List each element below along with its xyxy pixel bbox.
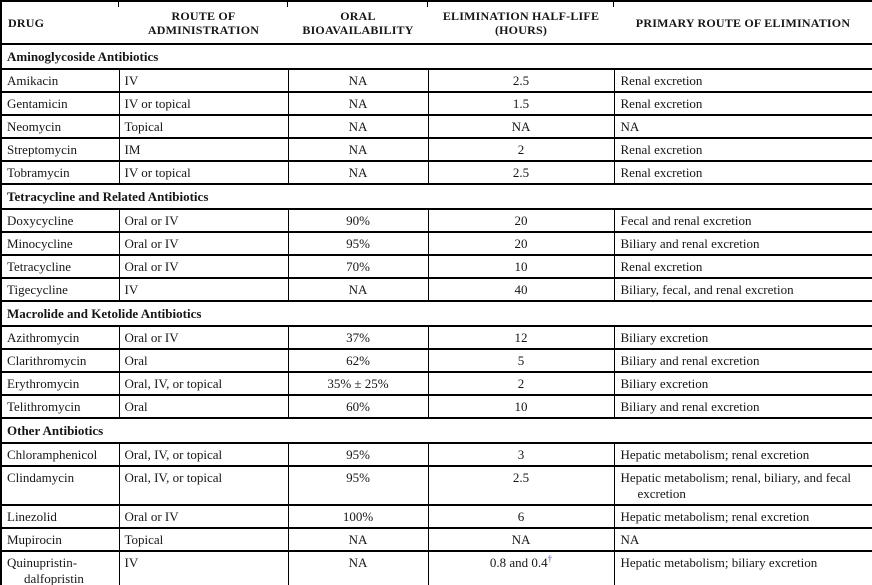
cell-drug: Quinupristin-dalfopristin <box>1 551 119 585</box>
table-row <box>1 326 872 349</box>
cell-half-life: 0.8 and 0.4† <box>428 551 614 585</box>
cell-elimination: Fecal and renal excretion <box>614 209 872 232</box>
cell-bioavailability: NA <box>288 528 428 551</box>
table-row <box>1 551 872 585</box>
table-row <box>1 209 872 232</box>
column-header-route: ROUTE OF ADMINISTRATION <box>119 1 288 44</box>
column-header-half-life: ELIMINATION HALF-LIFE (HOURS) <box>428 1 614 44</box>
cell-bioavailability: NA <box>288 161 428 184</box>
table-row <box>1 255 872 278</box>
cell-half-life: 3 <box>428 443 614 466</box>
table-row <box>1 372 872 395</box>
cell-drug: Chloramphenicol <box>1 443 119 466</box>
table-header <box>1 1 872 44</box>
cell-half-life: 6 <box>428 505 614 528</box>
table-row <box>1 278 872 301</box>
section-title: Aminoglycoside Antibiotics <box>1 44 872 69</box>
table-row <box>1 528 872 551</box>
cell-route: Oral or IV <box>119 232 288 255</box>
section-title: Tetracycline and Related Antibiotics <box>1 184 872 209</box>
cell-drug: Amikacin <box>1 69 119 92</box>
column-header-bioavailability: ORAL BIOAVAILABILITY <box>288 1 428 44</box>
cell-drug: Mupirocin <box>1 528 119 551</box>
cell-half-life: 10 <box>428 255 614 278</box>
cell-drug: Gentamicin <box>1 92 119 115</box>
cell-drug: Azithromycin <box>1 326 119 349</box>
cell-bioavailability: 35% ± 25% <box>288 372 428 395</box>
cell-route: Topical <box>119 115 288 138</box>
cell-elimination: Renal excretion <box>614 138 872 161</box>
cell-route: IV <box>119 551 288 585</box>
cell-elimination: Renal excretion <box>614 161 872 184</box>
cell-drug: Clarithromycin <box>1 349 119 372</box>
cell-elimination: Biliary and renal excretion <box>614 395 872 418</box>
table-row <box>1 232 872 255</box>
cell-drug: Tigecycline <box>1 278 119 301</box>
cell-route: Oral, IV, or topical <box>119 466 288 505</box>
cell-bioavailability: 90% <box>288 209 428 232</box>
column-header-elimination: PRIMARY ROUTE OF ELIMINATION <box>614 1 872 44</box>
table-row <box>1 443 872 466</box>
cell-route: Oral or IV <box>119 326 288 349</box>
cell-bioavailability: NA <box>288 138 428 161</box>
cell-elimination: Hepatic metabolism; renal excretion <box>614 505 872 528</box>
cell-drug: Minocycline <box>1 232 119 255</box>
cell-elimination: Hepatic metabolism; biliary excretion <box>614 551 872 585</box>
section-header-row <box>1 418 872 443</box>
cell-drug: Streptomycin <box>1 138 119 161</box>
cell-elimination: Renal excretion <box>614 255 872 278</box>
cell-half-life: 2.5 <box>428 69 614 92</box>
cell-route: Oral <box>119 395 288 418</box>
footnote-dagger: † <box>547 553 553 564</box>
cell-bioavailability: 62% <box>288 349 428 372</box>
cell-route: IV <box>119 69 288 92</box>
table-row <box>1 92 872 115</box>
cell-route: IM <box>119 138 288 161</box>
cell-route: Oral or IV <box>119 505 288 528</box>
cell-elimination: Hepatic metabolism; renal excretion <box>614 443 872 466</box>
cell-bioavailability: NA <box>288 69 428 92</box>
cell-route: Oral or IV <box>119 209 288 232</box>
cell-bioavailability: NA <box>288 278 428 301</box>
cell-half-life: NA <box>428 115 614 138</box>
column-header-drug: DRUG <box>1 1 119 44</box>
cell-elimination: Renal excretion <box>614 92 872 115</box>
section-header-row <box>1 301 872 326</box>
table-row <box>1 161 872 184</box>
cell-bioavailability: NA <box>288 551 428 585</box>
cell-bioavailability: 70% <box>288 255 428 278</box>
cell-half-life: NA <box>428 528 614 551</box>
cell-drug: Doxycycline <box>1 209 119 232</box>
cell-elimination: Hepatic metabolism; renal, biliary, and fecal excretion <box>614 466 872 505</box>
cell-bioavailability: 37% <box>288 326 428 349</box>
cell-drug: Erythromycin <box>1 372 119 395</box>
cell-route: IV or topical <box>119 161 288 184</box>
cell-drug: Clindamycin <box>1 466 119 505</box>
cell-elimination: Renal excretion <box>614 69 872 92</box>
cell-elimination: Biliary excretion <box>614 326 872 349</box>
table-row <box>1 395 872 418</box>
cell-drug: Telithromycin <box>1 395 119 418</box>
cell-bioavailability: 60% <box>288 395 428 418</box>
cell-bioavailability: 100% <box>288 505 428 528</box>
cell-half-life: 20 <box>428 209 614 232</box>
cell-route: IV or topical <box>119 92 288 115</box>
cell-half-life: 1.5 <box>428 92 614 115</box>
cell-half-life: 5 <box>428 349 614 372</box>
cell-route: Oral, IV, or topical <box>119 372 288 395</box>
cell-drug: Tobramycin <box>1 161 119 184</box>
cell-drug: Tetracycline <box>1 255 119 278</box>
cell-elimination: Biliary, fecal, and renal excretion <box>614 278 872 301</box>
cell-elimination: Biliary and renal excretion <box>614 349 872 372</box>
cell-bioavailability: NA <box>288 115 428 138</box>
cell-route: Oral <box>119 349 288 372</box>
section-header-row <box>1 184 872 209</box>
table-row <box>1 138 872 161</box>
cell-bioavailability: 95% <box>288 443 428 466</box>
table-row <box>1 69 872 92</box>
cell-drug: Linezolid <box>1 505 119 528</box>
section-header-row <box>1 44 872 69</box>
cell-route: Oral or IV <box>119 255 288 278</box>
cell-route: Oral, IV, or topical <box>119 443 288 466</box>
table-row <box>1 466 872 505</box>
table-row <box>1 115 872 138</box>
cell-elimination: NA <box>614 528 872 551</box>
cell-half-life: 40 <box>428 278 614 301</box>
cell-half-life: 2 <box>428 372 614 395</box>
section-title: Other Antibiotics <box>1 418 872 443</box>
cell-elimination: NA <box>614 115 872 138</box>
cell-bioavailability: 95% <box>288 466 428 505</box>
cell-bioavailability: NA <box>288 92 428 115</box>
cell-elimination: Biliary and renal excretion <box>614 232 872 255</box>
cell-route: Topical <box>119 528 288 551</box>
cell-half-life: 12 <box>428 326 614 349</box>
table-row <box>1 505 872 528</box>
cell-drug: Neomycin <box>1 115 119 138</box>
cell-half-life: 2.5 <box>428 466 614 505</box>
table-row <box>1 349 872 372</box>
header-row <box>1 1 872 44</box>
cell-elimination: Biliary excretion <box>614 372 872 395</box>
cell-half-life: 10 <box>428 395 614 418</box>
section-title: Macrolide and Ketolide Antibiotics <box>1 301 872 326</box>
table-body <box>1 44 872 585</box>
cell-half-life: 2.5 <box>428 161 614 184</box>
cell-half-life: 20 <box>428 232 614 255</box>
cell-route: IV <box>119 278 288 301</box>
cell-bioavailability: 95% <box>288 232 428 255</box>
cell-half-life: 2 <box>428 138 614 161</box>
